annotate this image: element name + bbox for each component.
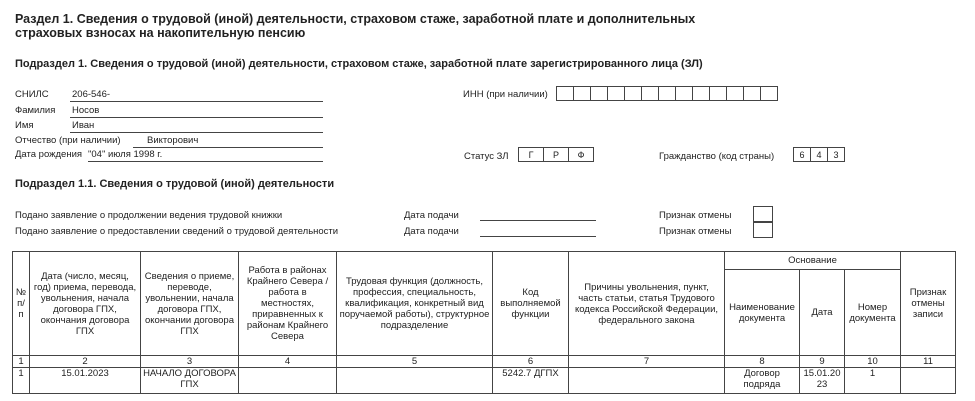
inn-box[interactable] — [761, 87, 777, 100]
inn-box[interactable] — [574, 87, 591, 100]
column-number: 4 — [239, 356, 337, 368]
status-label: Статус ЗЛ — [464, 151, 509, 162]
subsection-1-1-title: Подраздел 1.1. Сведения о трудовой (иной) деятельности — [15, 178, 335, 190]
cell-doc-name[interactable]: Договор подряда — [725, 368, 800, 394]
inn-box[interactable] — [557, 87, 574, 100]
statement-provide-cancel-checkbox[interactable] — [753, 222, 773, 238]
header-reasons: Причины увольнения, пункт, часть статьи, статья Трудового кодекса Российской Федерации, федерального закона — [569, 252, 725, 356]
snils-label: СНИЛС — [15, 89, 49, 100]
inn-box[interactable] — [642, 87, 659, 100]
column-number: 1 — [13, 356, 30, 368]
column-number: 7 — [569, 356, 725, 368]
surname-label: Фамилия — [15, 105, 56, 116]
inn-box[interactable] — [591, 87, 608, 100]
inn-box[interactable] — [744, 87, 761, 100]
statement-continue-cancel-checkbox[interactable] — [753, 206, 773, 222]
header-basis: Основание — [725, 252, 901, 270]
citizenship-label: Гражданство (код страны) — [659, 151, 775, 162]
inn-box[interactable] — [676, 87, 693, 100]
subsection-1-title: Подраздел 1. Сведения о трудовой (иной) деятельности, страховом стаже, заработной плате зарегистрированного лица (ЗЛ) — [15, 58, 703, 70]
snils-field[interactable] — [70, 89, 323, 102]
surname-field[interactable] — [70, 105, 323, 118]
inn-boxes[interactable] — [556, 86, 778, 101]
status-boxes[interactable] — [518, 147, 594, 162]
patronymic-field[interactable] — [133, 135, 323, 148]
citizenship-boxes[interactable] — [793, 147, 845, 162]
cell-cancel[interactable] — [901, 368, 956, 394]
status-box[interactable]: Г — [519, 148, 544, 161]
header-doc-date: Дата — [800, 270, 845, 356]
statement-provide-cancel-label: Признак отмены — [659, 226, 732, 237]
inn-box[interactable] — [659, 87, 676, 100]
cell-function[interactable] — [337, 368, 493, 394]
inn-box[interactable] — [727, 87, 744, 100]
cell-reasons[interactable] — [569, 368, 725, 394]
statement-provide-date-label: Дата подачи — [404, 226, 459, 237]
cell-info[interactable]: НАЧАЛО ДОГОВОРА ГПХ — [141, 368, 239, 394]
citizenship-box[interactable]: 3 — [833, 149, 839, 160]
name-label: Имя — [15, 120, 34, 131]
header-cancel: Признак отмены записи — [901, 252, 956, 356]
surname-value: Носов — [72, 105, 100, 116]
cell-north[interactable] — [239, 368, 337, 394]
section-title: Раздел 1. Сведения о трудовой (иной) деятельности, страховом стаже, заработной плате и дополнительных страховых взносах на накопительную пенсию — [15, 12, 696, 40]
inn-label: ИНН (при наличии) — [463, 89, 548, 100]
header-info: Сведения о приеме, переводе, увольнении, начала договора ГПХ, окончании договора ГПХ — [141, 252, 239, 356]
header-north: Работа в районах Крайнего Севера / работа в местностях, приравненных к районам Крайнего Севера — [239, 252, 337, 356]
patronymic-value: Викторович — [147, 135, 199, 146]
statement-continue-cancel-label: Признак отмены — [659, 210, 732, 221]
table-row[interactable] — [13, 368, 956, 394]
status-box[interactable]: Р — [544, 148, 569, 161]
cell-num[interactable]: 1 — [13, 368, 30, 394]
inn-box[interactable] — [710, 87, 727, 100]
statement-provide-label: Подано заявление о предоставлении сведений о трудовой деятельности — [15, 226, 339, 237]
cell-doc-number[interactable]: 1 — [845, 368, 901, 394]
birthdate-value: "04" июля 1998 г. — [88, 149, 163, 160]
labor-activity-table — [12, 251, 956, 394]
statement-continue-label: Подано заявление о продолжении ведения трудовой книжки — [15, 210, 283, 221]
header-function: Трудовая функция (должность, профессия, специальность, квалификация, конкретный вид поручаемой работы), структурное подразделение — [337, 252, 493, 356]
patronymic-label: Отчество (при наличии) — [15, 135, 121, 146]
inn-box[interactable] — [608, 87, 625, 100]
citizenship-box[interactable]: 6 — [794, 148, 811, 161]
column-number: 10 — [845, 356, 901, 368]
inn-box[interactable] — [625, 87, 642, 100]
birthdate-label: Дата рождения — [15, 149, 83, 160]
name-field[interactable] — [70, 120, 323, 133]
column-number: 8 — [725, 356, 800, 368]
status-box[interactable]: Ф — [577, 149, 585, 160]
header-date: Дата (число, месяц, год) приема, перевода, увольнения, начала договора ГПХ, окончания договора ГПХ — [30, 252, 141, 356]
header-doc-name: Наименование документа — [725, 270, 800, 356]
column-number-row — [13, 356, 956, 368]
cell-date[interactable]: 15.01.2023 — [30, 368, 141, 394]
statement-continue-date-label: Дата подачи — [404, 210, 459, 221]
inn-box[interactable] — [693, 87, 710, 100]
name-value: Иван — [72, 120, 95, 131]
header-num: № п/п — [13, 252, 30, 356]
column-number: 2 — [30, 356, 141, 368]
column-number: 6 — [493, 356, 569, 368]
snils-value: 206-546- — [72, 89, 111, 100]
statement-continue-date-field[interactable] — [480, 208, 596, 221]
column-number: 5 — [337, 356, 493, 368]
column-number: 3 — [141, 356, 239, 368]
header-code: Код выполняемой функции — [493, 252, 569, 356]
column-number: 11 — [901, 356, 956, 368]
cell-code[interactable]: 5242.7 ДГПХ — [493, 368, 569, 394]
column-number: 9 — [800, 356, 845, 368]
header-doc-number: Номер документа — [845, 270, 901, 356]
citizenship-box[interactable]: 4 — [811, 148, 828, 161]
cell-doc-date[interactable]: 15.01.2023 — [800, 368, 845, 394]
birthdate-field[interactable] — [88, 149, 323, 162]
statement-provide-date-field[interactable] — [480, 224, 596, 237]
